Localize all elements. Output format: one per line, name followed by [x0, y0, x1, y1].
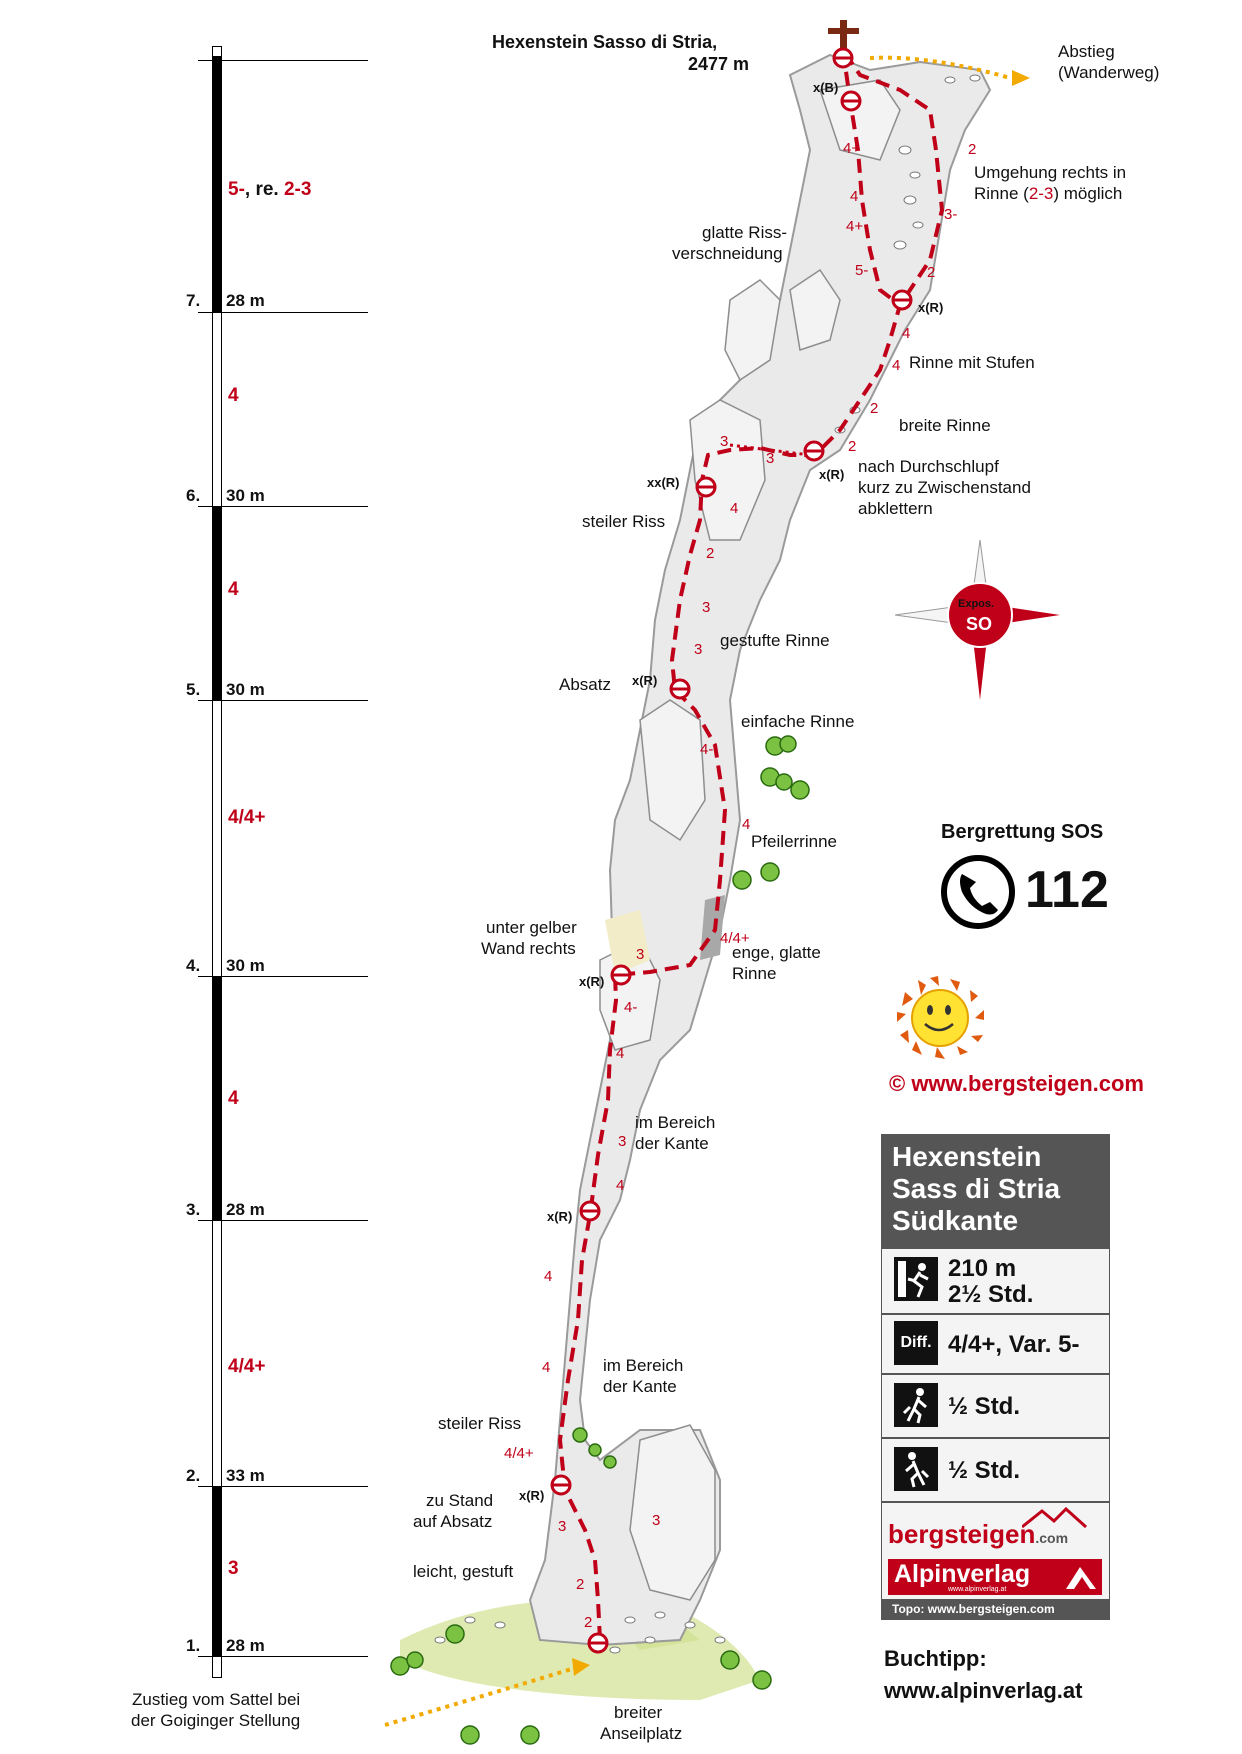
belay-label-r3: x(R) [547, 1209, 573, 1224]
scale-line-top [198, 60, 368, 61]
buchtipp-heading: Buchtipp: [884, 1646, 987, 1671]
route-grade-15: 2 [706, 545, 715, 562]
route-grade-27: 4 [542, 1359, 551, 1376]
pitch-6-length: 30 m [226, 486, 265, 505]
scale-segment-2 [212, 1220, 222, 1488]
belay-label-r5: x(R) [632, 673, 658, 688]
info-divider-1 [882, 1313, 1109, 1315]
scale-line-2 [198, 1486, 368, 1487]
scale-line-4 [198, 976, 368, 977]
route-grade-11: 2 [848, 438, 857, 455]
summit-name: Hexenstein Sasso di Stria, [492, 32, 718, 52]
pitch-1-length: 28 m [226, 1636, 265, 1655]
label-glatte-1: glatte Riss- [702, 223, 788, 242]
approach-hiker-icon [894, 1383, 938, 1427]
route-grade-9: 4 [892, 357, 901, 374]
route-grade-5: 2 [968, 141, 977, 158]
scale-segment-3 [212, 976, 222, 1222]
label-einfache-rinne: einfache Rinne [741, 712, 855, 731]
topo-credit: Topo: www.bergsteigen.com [892, 1602, 1055, 1616]
alpinverlag-mountain-icon [1064, 1563, 1098, 1591]
descent-hiker-icon [894, 1447, 938, 1491]
route-grade-23: 4 [616, 1045, 625, 1062]
info-divider-4 [882, 1501, 1109, 1503]
route-grade-2: 4 [850, 188, 859, 205]
compass-direction: SO [966, 614, 993, 634]
info-time: 2½ Std. [948, 1281, 1034, 1308]
route-grade-6: 3- [944, 206, 958, 223]
alpinverlag-logo-url: www.alpinverlag.at [948, 1586, 1007, 1593]
summit-altitude: 2477 m [688, 54, 750, 74]
route-grade-13: 3 [766, 450, 775, 467]
scale-segment-6 [212, 312, 222, 508]
label-durchschlupf-2: kurz zu Zwischenstand [858, 478, 1031, 497]
pitch-4-number: 4. [186, 956, 201, 975]
scale-segment-1 [212, 1486, 222, 1658]
label-leicht: leicht, gestuft [413, 1562, 514, 1581]
route-grade-12: 3 [720, 433, 729, 450]
pitch-2-grade: 4/4+ [228, 1356, 266, 1377]
pitch-1-grade: 3 [228, 1558, 239, 1579]
label-stand-1: zu Stand [426, 1491, 494, 1510]
route-grade-20: 4/4+ [720, 930, 750, 947]
pitch-4-grade: 4/4+ [228, 807, 266, 828]
descent-label-1: Abstieg [1058, 42, 1115, 61]
info-difficulty: 4/4+, Var. 5- [948, 1331, 1080, 1358]
route-grade-14: 4 [730, 500, 739, 517]
pitch-6-number: 6. [186, 486, 201, 505]
belay-label-r7: x(R) [918, 300, 944, 315]
label-anseil-2: Anseilplatz [600, 1724, 683, 1743]
label-zustieg-2: der Goiginger Stellung [131, 1711, 301, 1730]
difficulty-icon: Diff. [894, 1321, 938, 1365]
route-grade-22: 4- [624, 999, 638, 1016]
pitch-1-number: 1. [186, 1636, 201, 1655]
belay-label-r4: x(R) [579, 974, 605, 989]
belay-label-xx6: xx(R) [647, 475, 680, 490]
scale-segment-5 [212, 506, 222, 702]
compass-exposition-label: Expos. [958, 598, 995, 610]
belay-label-b-top: x(B) [813, 80, 839, 95]
label-durchschlupf-1: nach Durchschlupf [858, 457, 999, 476]
phone-icon [944, 858, 1012, 926]
pitch-3-grade: 4 [228, 1088, 239, 1109]
sos-number: 112 [1025, 861, 1109, 919]
info-title-3: Südkante [892, 1205, 1019, 1236]
info-title-2: Sass di Stria [892, 1173, 1061, 1204]
label-kante2-1: im Bereich [603, 1356, 684, 1375]
belay-label-r-mid: x(R) [819, 467, 845, 482]
route-grade-28: 4/4+ [504, 1445, 534, 1462]
label-durchschlupf-3: abklettern [858, 499, 933, 518]
alpinverlag-logo [888, 1559, 1102, 1595]
descent-label-2: (Wanderweg) [1058, 63, 1160, 82]
label-gelber-2: Wand rechts [481, 939, 576, 958]
info-title-block [882, 1135, 1109, 1249]
route-grade-31: 2 [576, 1576, 585, 1593]
route-grade-1: 4+ [843, 140, 861, 157]
label-steiler-riss-top: steiler Riss [582, 512, 666, 531]
pitch-2-number: 2. [186, 1466, 201, 1485]
pitch-7-number: 7. [186, 291, 201, 310]
scale-segment-4 [212, 700, 222, 978]
summit-cross-icon [828, 20, 859, 50]
info-approach-time: ½ Std. [948, 1393, 1021, 1420]
pitch-5-number: 5. [186, 680, 201, 699]
pitch-7-length: 28 m [226, 291, 265, 310]
scale-line-6 [198, 506, 368, 507]
pitch-5-length: 30 m [226, 680, 265, 699]
label-gestufte-rinne: gestufte Rinne [720, 631, 830, 650]
info-title-1: Hexenstein [892, 1141, 1042, 1172]
route-grade-17: 3 [694, 641, 703, 658]
pitch-5-grade: 4 [228, 579, 239, 600]
label-pfeilerrinne: Pfeilerrinne [751, 832, 837, 851]
pitch-4-length: 30 m [226, 956, 265, 975]
label-anseil-1: breiter [614, 1703, 663, 1722]
label-stand-2: auf Absatz [413, 1512, 493, 1531]
scale-line-5 [198, 700, 368, 701]
label-enge-1: enge, glatte [732, 943, 821, 962]
label-enge-2: Rinne [732, 964, 777, 983]
route-grade-21: 3 [636, 946, 645, 963]
buchtipp-link[interactable]: www.alpinverlag.at [884, 1678, 1083, 1703]
scale-segment-7 [212, 56, 222, 312]
label-kante1-2: der Kante [635, 1134, 709, 1153]
info-length: 210 m [948, 1255, 1017, 1282]
pitch-2-length: 33 m [226, 1466, 265, 1485]
bergsteigen-logo-text: bergsteigen [888, 1519, 1036, 1549]
sos-title: Bergrettung SOS [941, 821, 1104, 843]
route-grade-32: 2 [584, 1614, 593, 1631]
pitch-7-grade: 5-, re. 2-3 [228, 179, 312, 200]
route-grade-10: 2 [870, 400, 879, 417]
label-zustieg-1: Zustieg vom Sattel bei [132, 1690, 301, 1709]
route-grade-26: 4 [544, 1268, 553, 1285]
alpinverlag-logo-text: Alpinverlag [894, 1560, 1031, 1588]
pitch-6-grade: 4 [228, 385, 239, 406]
label-rinne-stufen: Rinne mit Stufen [909, 353, 1035, 372]
route-grade-29: 3 [558, 1518, 567, 1535]
label-steiler-riss-low: steiler Riss [438, 1414, 522, 1433]
pitch-3-number: 3. [186, 1200, 201, 1219]
bergsteigen-logo [888, 1519, 1068, 1550]
label-kante1-1: im Bereich [635, 1113, 716, 1132]
label-kante2-2: der Kante [603, 1377, 677, 1396]
scale-bottom-cap [212, 1656, 222, 1678]
info-divider-3 [882, 1437, 1109, 1439]
route-grade-19: 4 [742, 816, 751, 833]
route-grade-24: 3 [618, 1133, 627, 1150]
topo-credit-bar [882, 1599, 1109, 1619]
scale-line-7 [198, 312, 368, 313]
route-info-box [881, 1134, 1110, 1620]
label-glatte-2: verschneidung [672, 244, 783, 263]
belay-label-r2: x(R) [519, 1488, 545, 1503]
route-grade-3: 4+ [846, 218, 864, 235]
sun-icon [897, 976, 984, 1059]
route-grade-8: 4 [902, 325, 911, 342]
scale-line-3 [198, 1220, 368, 1221]
scale-line-1 [198, 1656, 368, 1657]
route-grade-25: 4 [616, 1177, 625, 1194]
info-descent-time: ½ Std. [948, 1457, 1021, 1484]
label-absatz: Absatz [559, 675, 611, 694]
pitch-3-length: 28 m [226, 1200, 265, 1219]
label-umgehung-2: Rinne (2-3) möglich [974, 184, 1123, 203]
route-grade-16: 3 [702, 599, 711, 616]
bergsteigen-logo-com: .com [1035, 1530, 1069, 1546]
label-umgehung-1: Umgehung rechts in [974, 163, 1127, 182]
climber-icon [894, 1257, 938, 1301]
route-grade-30: 3 [652, 1512, 661, 1529]
label-gelber-1: unter gelber [486, 918, 577, 937]
info-divider-2 [882, 1373, 1109, 1375]
copyright-link[interactable]: © www.bergsteigen.com [889, 1071, 1144, 1096]
route-grade-4: 5- [855, 262, 869, 279]
route-grade-18: 4- [700, 741, 714, 758]
label-breite-rinne: breite Rinne [899, 416, 991, 435]
route-grade-7: 2 [927, 264, 936, 281]
